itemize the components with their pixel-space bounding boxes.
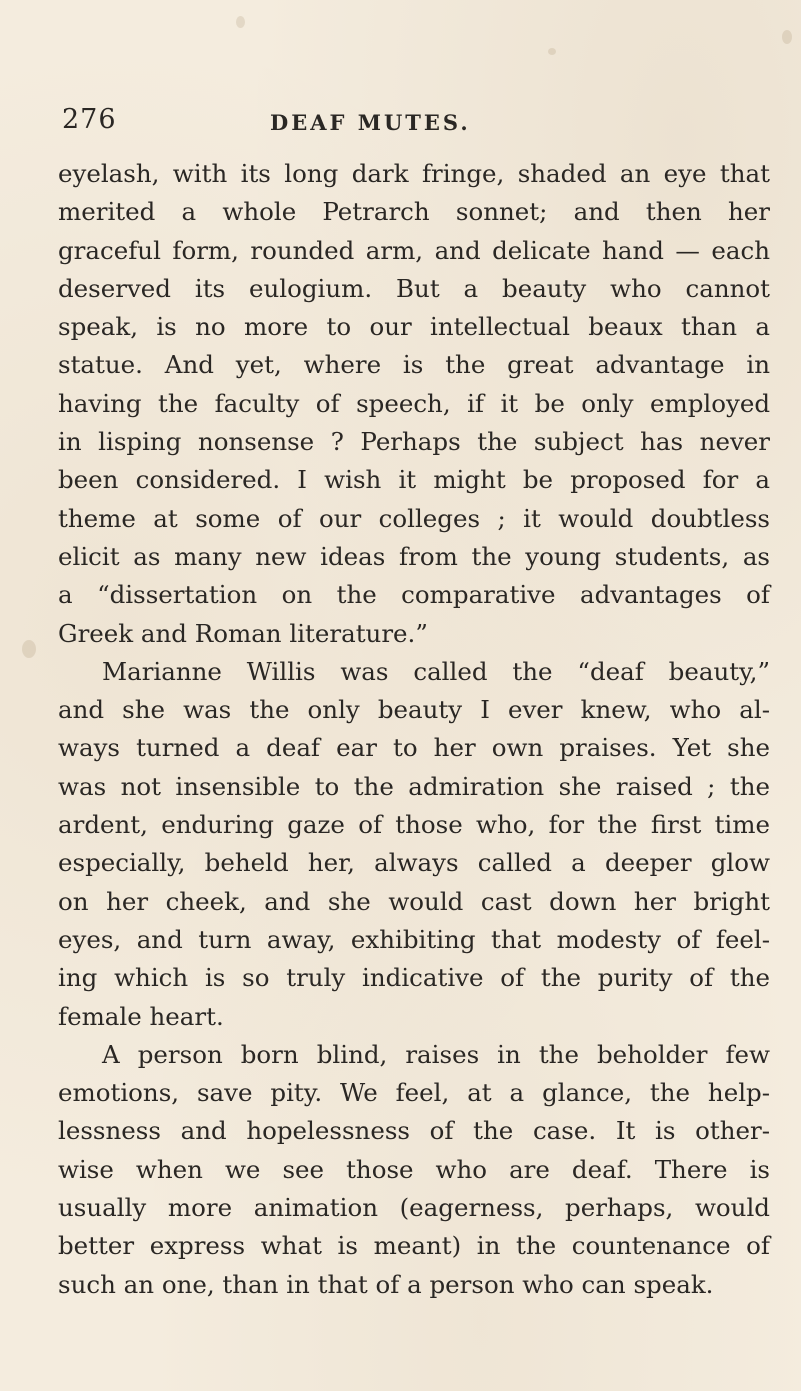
text-line: been considered. I wish it might be proposed for a xyxy=(58,465,770,495)
text-line: ways turned a deaf ear to her own praises. Yet she xyxy=(58,733,770,763)
text-line: A person born blind, raises in the beholder few xyxy=(102,1039,770,1069)
text-line: in lisping nonsense ? Perhaps the subject has never xyxy=(58,427,770,457)
text-line: elicit as many new ideas from the young students, as xyxy=(58,541,770,571)
text-line: lessness and hopelessness of the case. It is other- xyxy=(58,1116,770,1146)
text-line: ardent, enduring gaze of those who, for the first time xyxy=(58,810,770,840)
text-line: speak, is no more to our intellectual beaux than a xyxy=(58,312,770,342)
text-line: Greek and Roman literature.” xyxy=(58,618,428,648)
foxing-spot xyxy=(782,30,792,44)
text-line: emotions, save pity. We feel, at a glance, the help- xyxy=(58,1078,770,1108)
text-line: especially, beheld her, always called a deeper glow xyxy=(58,848,770,878)
text-line: such an one, than in that of a person who can speak. xyxy=(58,1269,714,1299)
text-line: statue. And yet, where is the great advantage in xyxy=(58,350,770,380)
foxing-spot xyxy=(22,640,36,658)
text-line: merited a whole Petrarch sonnet; and then her xyxy=(58,197,770,227)
text-line: ing which is so truly indicative of the purity of the xyxy=(58,963,770,993)
text-line: female heart. xyxy=(58,1001,224,1031)
text-line: Marianne Willis was called the “deaf beauty,” xyxy=(102,656,770,686)
text-line: graceful form, rounded arm, and delicate hand — each xyxy=(58,235,770,265)
running-head: DEAF MUTES. xyxy=(270,110,471,135)
text-line: having the faculty of speech, if it be only employed xyxy=(58,388,770,418)
text-line: and she was the only beauty I ever knew, who al- xyxy=(58,695,770,725)
text-line: deserved its eulogium. But a beauty who cannot xyxy=(58,273,770,303)
text-line: usually more animation (eagerness, perhaps, would xyxy=(58,1193,770,1223)
text-line: eyes, and turn away, exhibiting that modesty of feel- xyxy=(58,924,770,954)
body-text xyxy=(58,155,770,1304)
text-line: better express what is meant) in the countenance of xyxy=(58,1231,770,1261)
page-header xyxy=(62,104,762,144)
text-line: on her cheek, and she would cast down her bright xyxy=(58,886,770,916)
text-line: a “dissertation on the comparative advantages of xyxy=(58,580,770,610)
foxing-spot xyxy=(236,16,245,28)
text-line: eyelash, with its long dark fringe, shaded an eye that xyxy=(58,159,770,188)
text-line: wise when we see those who are deaf. There is xyxy=(58,1154,770,1184)
text-line: theme at some of our colleges ; it would doubtless xyxy=(58,503,770,533)
page-number: 276 xyxy=(62,104,117,135)
foxing-spot xyxy=(548,48,556,55)
text-line: was not insensible to the admiration she raised ; the xyxy=(58,771,770,801)
